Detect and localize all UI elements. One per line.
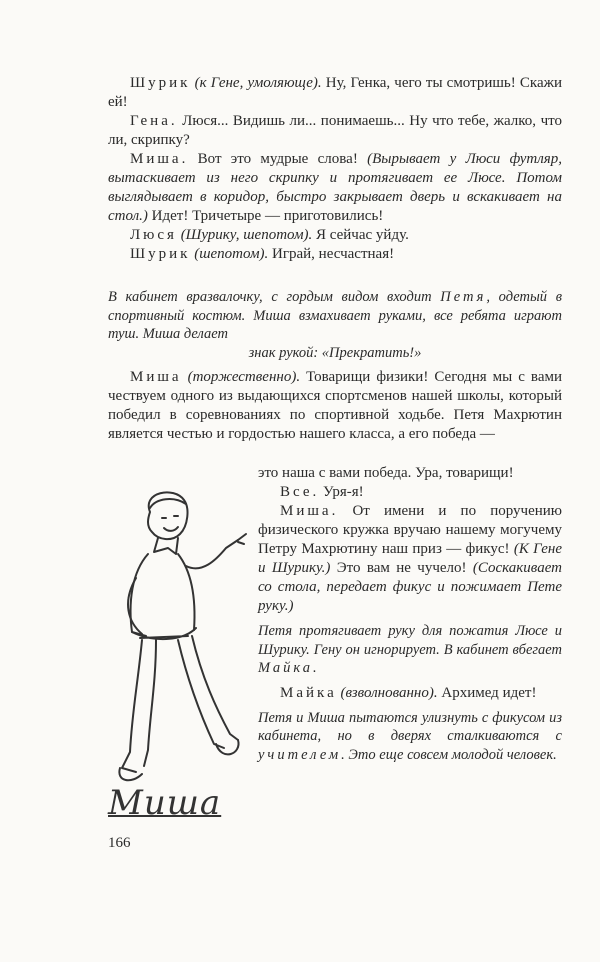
misha-illustration — [92, 482, 254, 812]
character-signature: Миша — [108, 783, 222, 823]
line-shurik: Шурик (к Гене, умоляюще). Ну, Генка, чего ты смотришь! Скажи ей! — [108, 75, 563, 110]
line-lyusya: Люся (Шурику, шепотом). Я сейчас уйду. — [130, 227, 409, 243]
line-cont: это наша с вами победа. Ура, товарищи! — [258, 465, 514, 481]
page-number: 166 — [108, 835, 131, 851]
stage-direction-3: Петя и Миша пытаются улизнуть с фикусом из кабинета, но в дверях сталкиваются с учителем. Это еще совсем молодой человек. — [258, 709, 562, 763]
dialogue-block-2 — [108, 368, 562, 444]
line-gena: Гена. Люся... Видишь ли... понимаешь... Ну что тебе, жалко, что ли, скрипку? — [108, 113, 562, 148]
stage-direction-2: Петя протягивает руку для пожатия Люсе и Шурику. Гену он игнорирует. В кабинет вбегает Майка. — [258, 623, 562, 676]
line-maika: Майка (взволнованно). Архимед идет! — [280, 684, 537, 701]
line-misha: Миша. Вот это мудрые слова! (Вырывает у Люси футляр, вытаскивает из него скрипку и протягивает ее Люсе. Потом выглядывает в коридор, быстро закрывает дверь и вскакивает на стол.) Идет! Тричетыре — приготовились! — [108, 151, 562, 224]
line-all: Все. Уря-я! — [280, 484, 364, 500]
right-column — [258, 464, 562, 770]
stage-direction-1: В кабинет вразвалочку, с гордым видом входит Петя, одетый в спортивный костюм. Миша взмахивает руками, все ребята играют туш. Миша делает знак рукой: «Прекратить!» — [108, 289, 562, 361]
dialogue-block-1 — [108, 74, 562, 264]
line-shurik-2: Шурик (шепотом). Играй, несчастная! — [130, 246, 395, 262]
line-misha-prize: Миша. От имени и по поручению физического кружка вручаю нашему могучему Петру Махрютину наш приз — фикус! (К Гене и Шурику.) Это вам не чучело! (Соскакивает со стола, передает фикус и пожимает Пете руку.) — [258, 503, 562, 614]
line-misha-speech: Миша (торжественно). Товарищи физики! Сегодня мы с вами чествуем одного из выдающихся спортсменов нашей школы, который победил в соревнованиях по спортивной ходьбе. Петя Махрютин является честью и гордостью нашего класса, а его победа — — [108, 369, 562, 442]
